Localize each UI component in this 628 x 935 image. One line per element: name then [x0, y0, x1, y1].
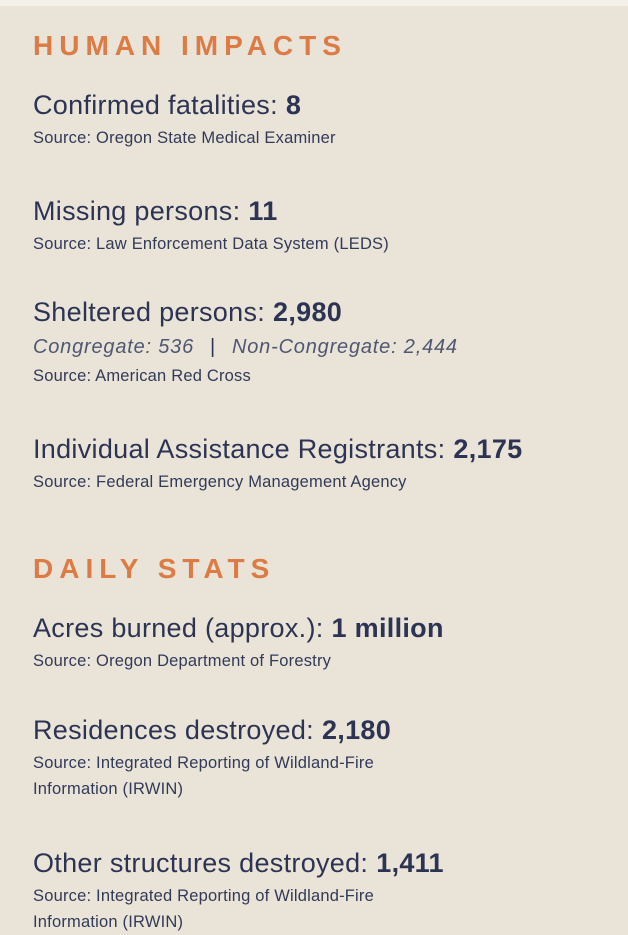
stat-sheltered-persons — [33, 297, 598, 390]
stat-value: 11 — [248, 195, 278, 226]
stat-label: Confirmed fatalities: — [33, 90, 278, 120]
stat-source: Source: American Red Cross — [33, 367, 251, 386]
stat-line-sheltered-persons — [33, 297, 598, 328]
stat-source: Source: Law Enforcement Data System (LEDS) — [33, 234, 389, 253]
report-content — [0, 6, 628, 935]
stat-line-individual-assistance — [33, 434, 598, 465]
daily-stats-heading: DAILY STATS — [33, 553, 276, 585]
stat-value: 1,411 — [376, 848, 444, 879]
stat-source: Source: Integrated Reporting of Wildland-Fire Information (IRWIN) — [33, 887, 374, 931]
stat-label: Missing persons: — [33, 195, 241, 226]
stat-acres-burned — [33, 613, 598, 675]
stat-label: Other structures destroyed: — [33, 848, 369, 879]
stat-value: 2,180 — [321, 715, 392, 746]
stat-label: Residences destroyed: — [33, 715, 314, 746]
stat-value: 1 million — [331, 613, 444, 644]
stat-source: Source: Integrated Reporting of Wildland-Fire Information (IRWIN) — [33, 754, 374, 798]
stat-line-residences-destroyed — [33, 715, 598, 746]
stat-label: Sheltered persons: — [33, 297, 266, 328]
stat-confirmed-fatalities — [33, 90, 598, 152]
stat-label: Acres burned (approx.): — [33, 613, 324, 644]
stat-source: Source: Oregon State Medical Examiner — [33, 129, 336, 148]
non-congregate-count: Non-Congregate: 2,444 — [232, 336, 458, 359]
stat-line-missing-persons — [33, 196, 598, 227]
stat-source: Source: Oregon Department of Forestry — [33, 652, 332, 671]
stat-value: 2,175 — [453, 433, 523, 464]
stat-value: 2,980 — [273, 297, 343, 328]
stat-missing-persons — [33, 196, 598, 258]
human-impacts-heading: HUMAN IMPACTS — [33, 30, 347, 61]
congregate-count: Congregate: 536 — [33, 336, 195, 359]
stat-label: Individual Assistance Registrants: — [33, 433, 446, 464]
sheltered-breakdown — [33, 336, 598, 359]
stat-other-structures-destroyed — [33, 848, 598, 935]
stat-individual-assistance — [33, 434, 598, 496]
stat-line-acres-burned — [33, 613, 598, 644]
stat-line-other-structures — [33, 848, 598, 879]
stat-source: Source: Federal Emergency Management Agency — [33, 472, 407, 491]
stat-line-confirmed-fatalities — [33, 90, 598, 121]
stat-residences-destroyed — [33, 715, 598, 802]
stat-value: 8 — [285, 90, 302, 120]
breakdown-separator: | — [210, 336, 217, 359]
